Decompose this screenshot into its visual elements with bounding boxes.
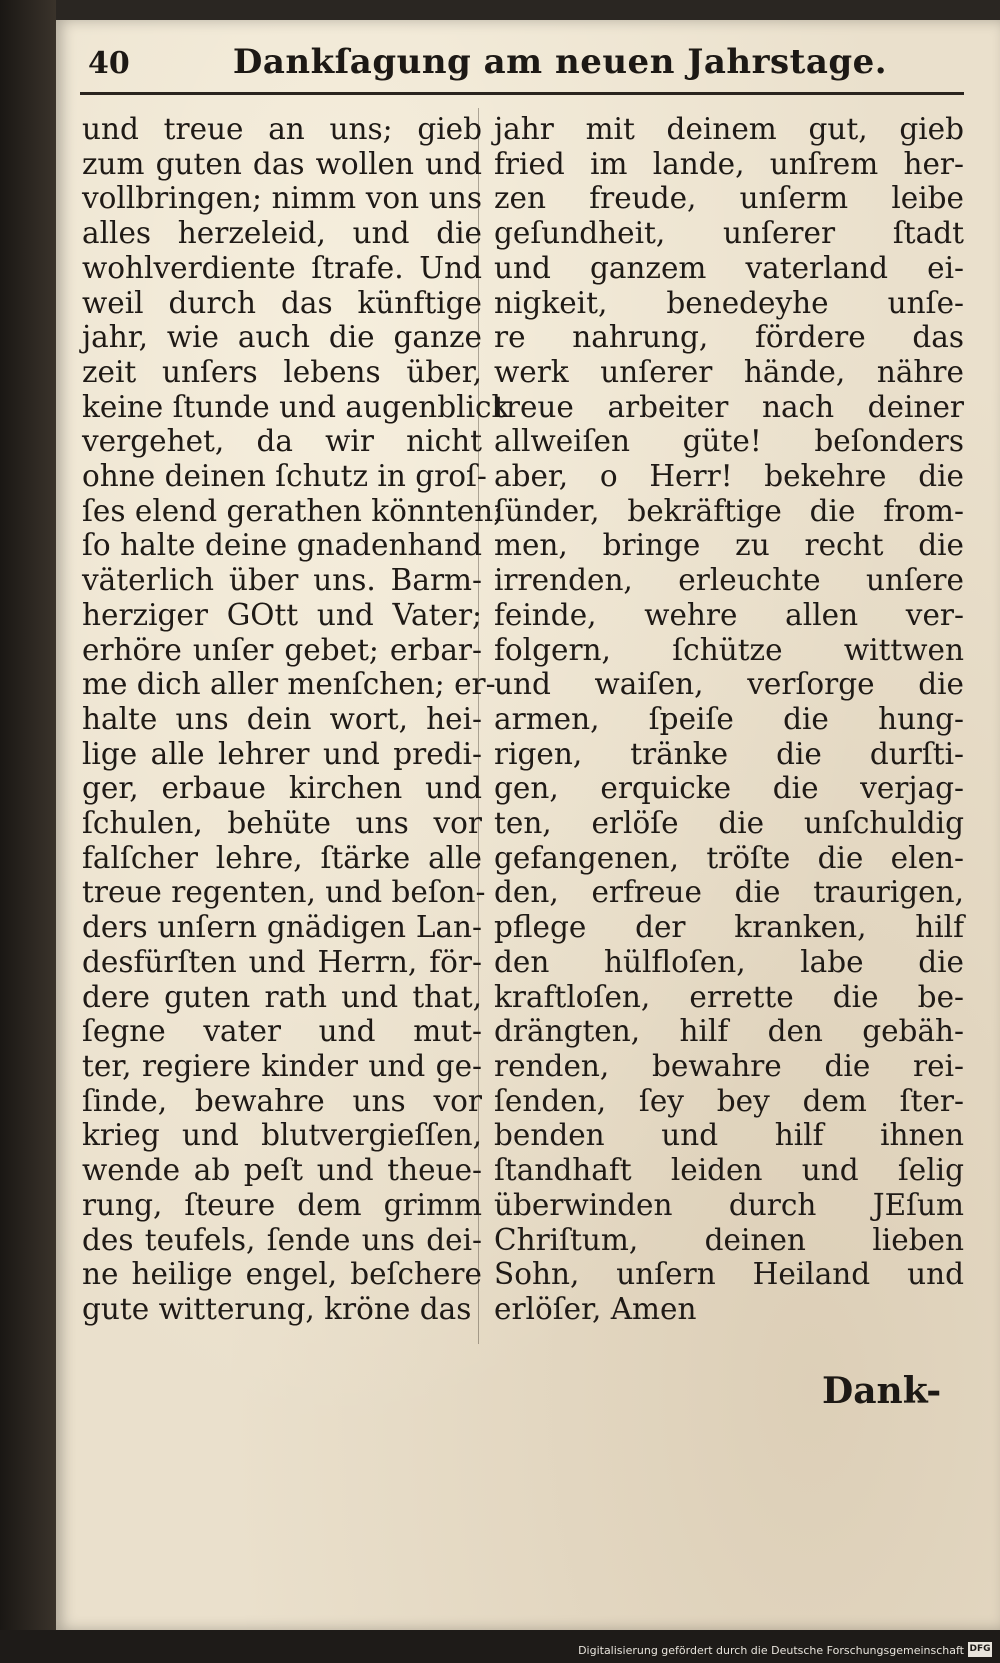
text-line: den hülfloſen, labe die [494, 944, 964, 979]
text-line: herziger GOtt und Vater; [82, 597, 482, 632]
text-line: ſchulen, behüte uns vor [82, 806, 482, 841]
text-line: feinde, wehre allen ver- [494, 597, 964, 632]
text-line: ohne deinen ſchutz in groſ- [82, 459, 487, 494]
text-line: ſo halte deine gnadenhand [82, 528, 482, 563]
text-line: nigkeit, benedeyhe unſe- [494, 285, 964, 320]
text-line: rigen, tränke die durſti- [494, 736, 964, 771]
text-line: weil durch das künftige [82, 285, 482, 320]
text-line: dere guten rath und that, [82, 979, 482, 1014]
text-line: kraftloſen, errette die be- [494, 979, 964, 1014]
text-line: jahr mit deinem gut, gieb [494, 112, 964, 146]
text-line: armen, ſpeiſe die hung- [494, 701, 964, 736]
text-line: re nahrung, fördere das [494, 320, 964, 355]
text-line: vollbringen; nimm von uns [82, 181, 482, 216]
text-line: fried im lande, unſrem her- [494, 146, 964, 181]
text-line: zen freude, unſerm leibe [494, 181, 964, 216]
text-line: ſenden, ſey bey dem ſter- [494, 1083, 964, 1118]
page-number: 40 [88, 46, 130, 81]
text-line: treue arbeiter nach deiner [494, 389, 964, 424]
text-line: erlöſer, Amen [494, 1291, 697, 1326]
scan-edge [0, 0, 56, 1663]
text-line: halte uns dein wort, hei- [82, 701, 482, 736]
text-line: ten, erlöſe die unſchuldig [494, 806, 964, 841]
text-line: ders unſern gnädigen Lan- [82, 910, 482, 945]
text-line: wohlverdiente ſtrafe. Und [82, 250, 482, 285]
text-line: falſcher lehre, ſtärke alle [82, 840, 482, 875]
text-line: benden und hilf ihnen [494, 1118, 964, 1153]
text-line: ſinde, bewahre uns vor [82, 1083, 482, 1118]
text-line: und waiſen, verſorge die [494, 667, 964, 702]
text-line: alles herzeleid, und die [82, 216, 482, 251]
header-rule [80, 92, 964, 95]
text-line: geſundheit, unſerer ſtadt [494, 216, 964, 251]
catchword: Dank- [822, 1370, 942, 1412]
text-line: zeit unſers lebens über, [82, 354, 482, 389]
text-line: ſtandhaft leiden und ſelig [494, 1153, 964, 1188]
text-line: zum guten das wollen und [82, 146, 482, 181]
text-line: irrenden, erleuchte unſere [494, 563, 964, 598]
text-line: ter, regiere kinder und ge- [82, 1048, 482, 1083]
dfg-logo: DFG [968, 1642, 992, 1657]
text-column-left [82, 112, 510, 1327]
text-line: desfürſten und Herrn, för- [82, 944, 482, 979]
text-line: me dich aller menſchen; er- [82, 667, 496, 702]
text-line: ſünder, bekräftige die from- [494, 493, 964, 528]
text-line: treue regenten, und beſon- [82, 875, 486, 910]
text-line: überwinden durch JEſum [494, 1187, 964, 1222]
text-line: ſes elend gerathen könnten; [82, 493, 504, 528]
text-line: renden, bewahre die rei- [494, 1048, 964, 1083]
text-line: drängten, hilf den gebäh- [494, 1014, 964, 1049]
text-line: ger, erbaue kirchen und [82, 771, 482, 806]
text-line: lige alle lehrer und predi- [82, 736, 482, 771]
running-head-title: Dankſagung am neuen Jahrstage. [232, 42, 888, 82]
text-line: den, erfreue die traurigen, [494, 875, 964, 910]
column-divider [478, 108, 479, 1344]
text-line: jahr, wie auch die ganze [82, 320, 482, 355]
text-line: pflege der kranken, hilf [494, 910, 964, 945]
digitization-credit: Digitalisierung gefördert durch die Deutsche Forschungsgemeinschaft [578, 1644, 964, 1657]
text-line: werk unſerer hände, nähre [494, 354, 964, 389]
text-line: ne heilige engel, beſchere [82, 1257, 482, 1292]
text-line: und ganzem vaterland ei- [494, 250, 964, 285]
text-line: und treue an uns; gieb [82, 112, 482, 146]
text-column-right [494, 112, 964, 1327]
text-line: ſegne vater und mut- [82, 1014, 482, 1049]
text-line: wende ab peſt und theue- [82, 1153, 482, 1188]
text-line: vergehet, da wir nicht [82, 424, 482, 459]
text-line: aber, o Herr! bekehre die [494, 459, 964, 494]
text-line: folgern, ſchütze wittwen [494, 632, 964, 667]
text-line: men, bringe zu recht die [494, 528, 964, 563]
text-line: des teufels, ſende uns dei- [82, 1222, 482, 1257]
text-line: keine ſtunde und augenblick [82, 389, 510, 424]
text-line: gen, erquicke die verjag- [494, 771, 964, 806]
text-line: Chriſtum, deinen lieben [494, 1222, 964, 1257]
text-line: gute witterung, kröne das [82, 1291, 472, 1326]
text-line: gefangenen, tröſte die elen- [494, 840, 964, 875]
text-line: erhöre unſer gebet; erbar- [82, 632, 482, 667]
text-line: allweiſen güte! beſonders [494, 424, 964, 459]
text-line: väterlich über uns. Barm- [82, 563, 482, 598]
text-line: rung, ſteure dem grimm [82, 1187, 482, 1222]
text-line: Sohn, unſern Heiland und [494, 1257, 964, 1292]
text-line: krieg und blutvergieſſen, [82, 1118, 482, 1153]
